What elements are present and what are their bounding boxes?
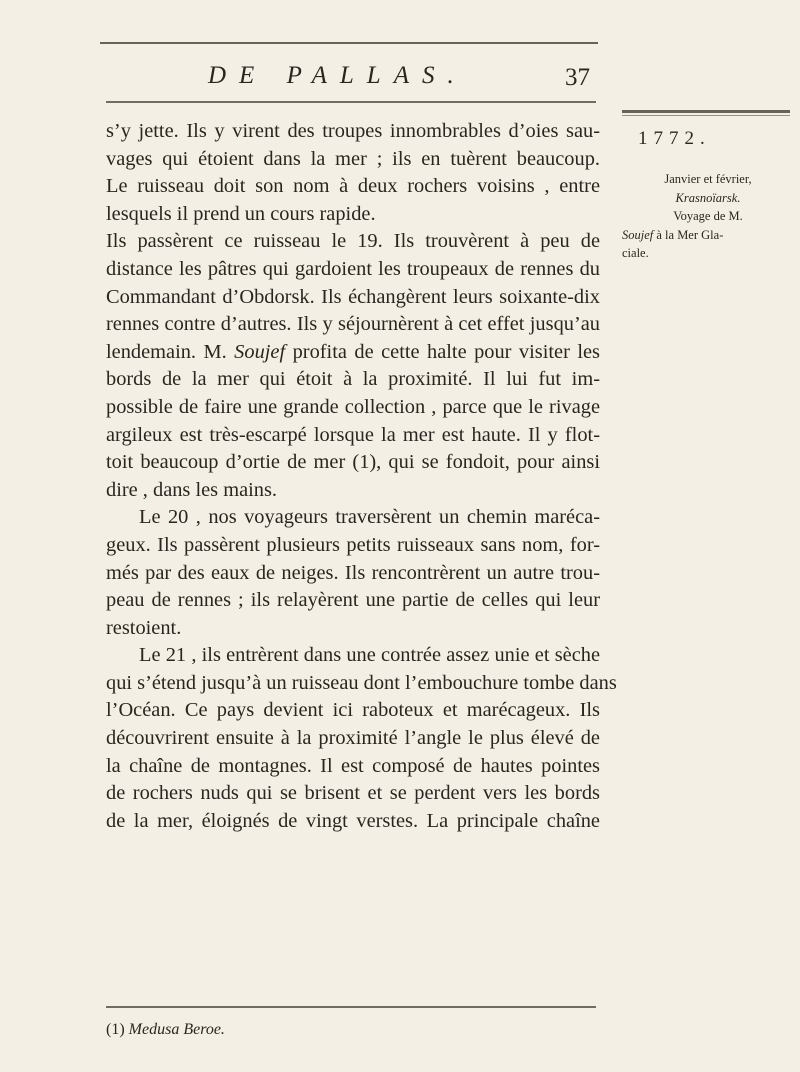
text-line: s’y jette. Ils y virent des troupes innombrables d’oies sau- (106, 120, 600, 142)
text-line: qui s’étend jusqu’à un ruisseau dont l’embouchure tombe dans (106, 671, 617, 694)
text-line: distance les pâtres qui gardoient les troupeaux de rennes du (106, 257, 600, 280)
body-text (106, 118, 617, 835)
footnote-marker: (1) (106, 1021, 125, 1038)
margin-year: 1772. (638, 128, 711, 149)
text-line: rennes contre d’autres. Ils y séjournèrent à cet effet jusqu’au (106, 313, 600, 336)
footnote (106, 1021, 225, 1039)
text-line: de la mer, éloignés de vingt verstes. La principale chaîne (106, 809, 600, 832)
text-line: Le 20 , nos voyageurs traversèrent un chemin maréca- (139, 506, 600, 529)
text-fragment: lendemain. M. (106, 340, 227, 363)
text-line: geux. Ils passèrent plusieurs petits ruisseaux sans nom, for- (106, 533, 600, 556)
text-fragment: profita de cette halte pour visiter les (285, 340, 600, 363)
text-line: vages qui étoient dans la mer ; ils en tuèrent beaucoup. (106, 147, 600, 170)
text-line: Le 21 , ils entrèrent dans une contrée assez unie et sèche (139, 644, 600, 667)
text-line: dire , dans les mains. (106, 478, 278, 501)
margin-rule (622, 110, 790, 113)
header-rule (106, 101, 596, 103)
margin-rule-thin (622, 115, 790, 116)
text-line: més par des eaux de neiges. Ils rencontrèrent un autre trou- (106, 561, 600, 584)
footnote-rule (106, 1006, 596, 1008)
text-line: restoient. (106, 616, 182, 639)
text-line: bords de la mer qui étoit à la proximité. Il lui fut im- (106, 368, 600, 391)
text-line: découvrirent ensuite à la proximité l’angle le plus élevé de (106, 727, 600, 750)
page-number: 37 (565, 64, 590, 91)
margin-note-line: Voyage de M. (673, 209, 743, 223)
text-line: Le ruisseau doit son nom à deux rochers voisins , entre (106, 175, 600, 198)
text-line: de rochers nuds qui se brisent et se perdent vers les bords (106, 782, 600, 805)
running-head: DE PALLAS. (208, 62, 467, 89)
margin-note-line (622, 226, 794, 245)
text-line: argileux est très-escarpé lorsque la mer est haute. Il y flot- (106, 423, 600, 446)
footnote-text: Medusa Beroe. (128, 1021, 225, 1038)
text-line (106, 339, 600, 367)
margin-note-place: Krasnoïarsk. (675, 190, 741, 205)
person-name: Soujef (234, 340, 286, 363)
text-line: toit beaucoup d’ortie de mer (1), qui se fondoit, pour ainsi (106, 451, 600, 474)
margin-note-line (622, 189, 794, 208)
text-line: lesquels il prend un cours rapide. (106, 202, 376, 225)
margin-note-line-rest: à la Mer Gla- (653, 227, 724, 242)
text-line: l’Océan. Ce pays devient ici raboteux et marécageux. Ils (106, 699, 600, 722)
text-line: possible de faire une grande collection , parce que le rivage (106, 395, 600, 418)
margin-note-line: Janvier et février, (664, 172, 752, 186)
text-line: Ils passèrent ce ruisseau le 19. Ils trouvèrent à peu de (106, 230, 600, 253)
text-line: la chaîne de montagnes. Il est composé de hautes pointes (106, 754, 600, 777)
top-rule (100, 42, 598, 44)
margin-note-line: ciale. (622, 246, 649, 260)
text-line: peau de rennes ; ils relayèrent une partie de celles qui leur (106, 589, 600, 612)
text-line: Commandant d’Obdorsk. Ils échangèrent leurs soixante-dix (106, 285, 600, 308)
margin-note-name: Soujef (622, 227, 654, 242)
margin-note (622, 170, 794, 263)
